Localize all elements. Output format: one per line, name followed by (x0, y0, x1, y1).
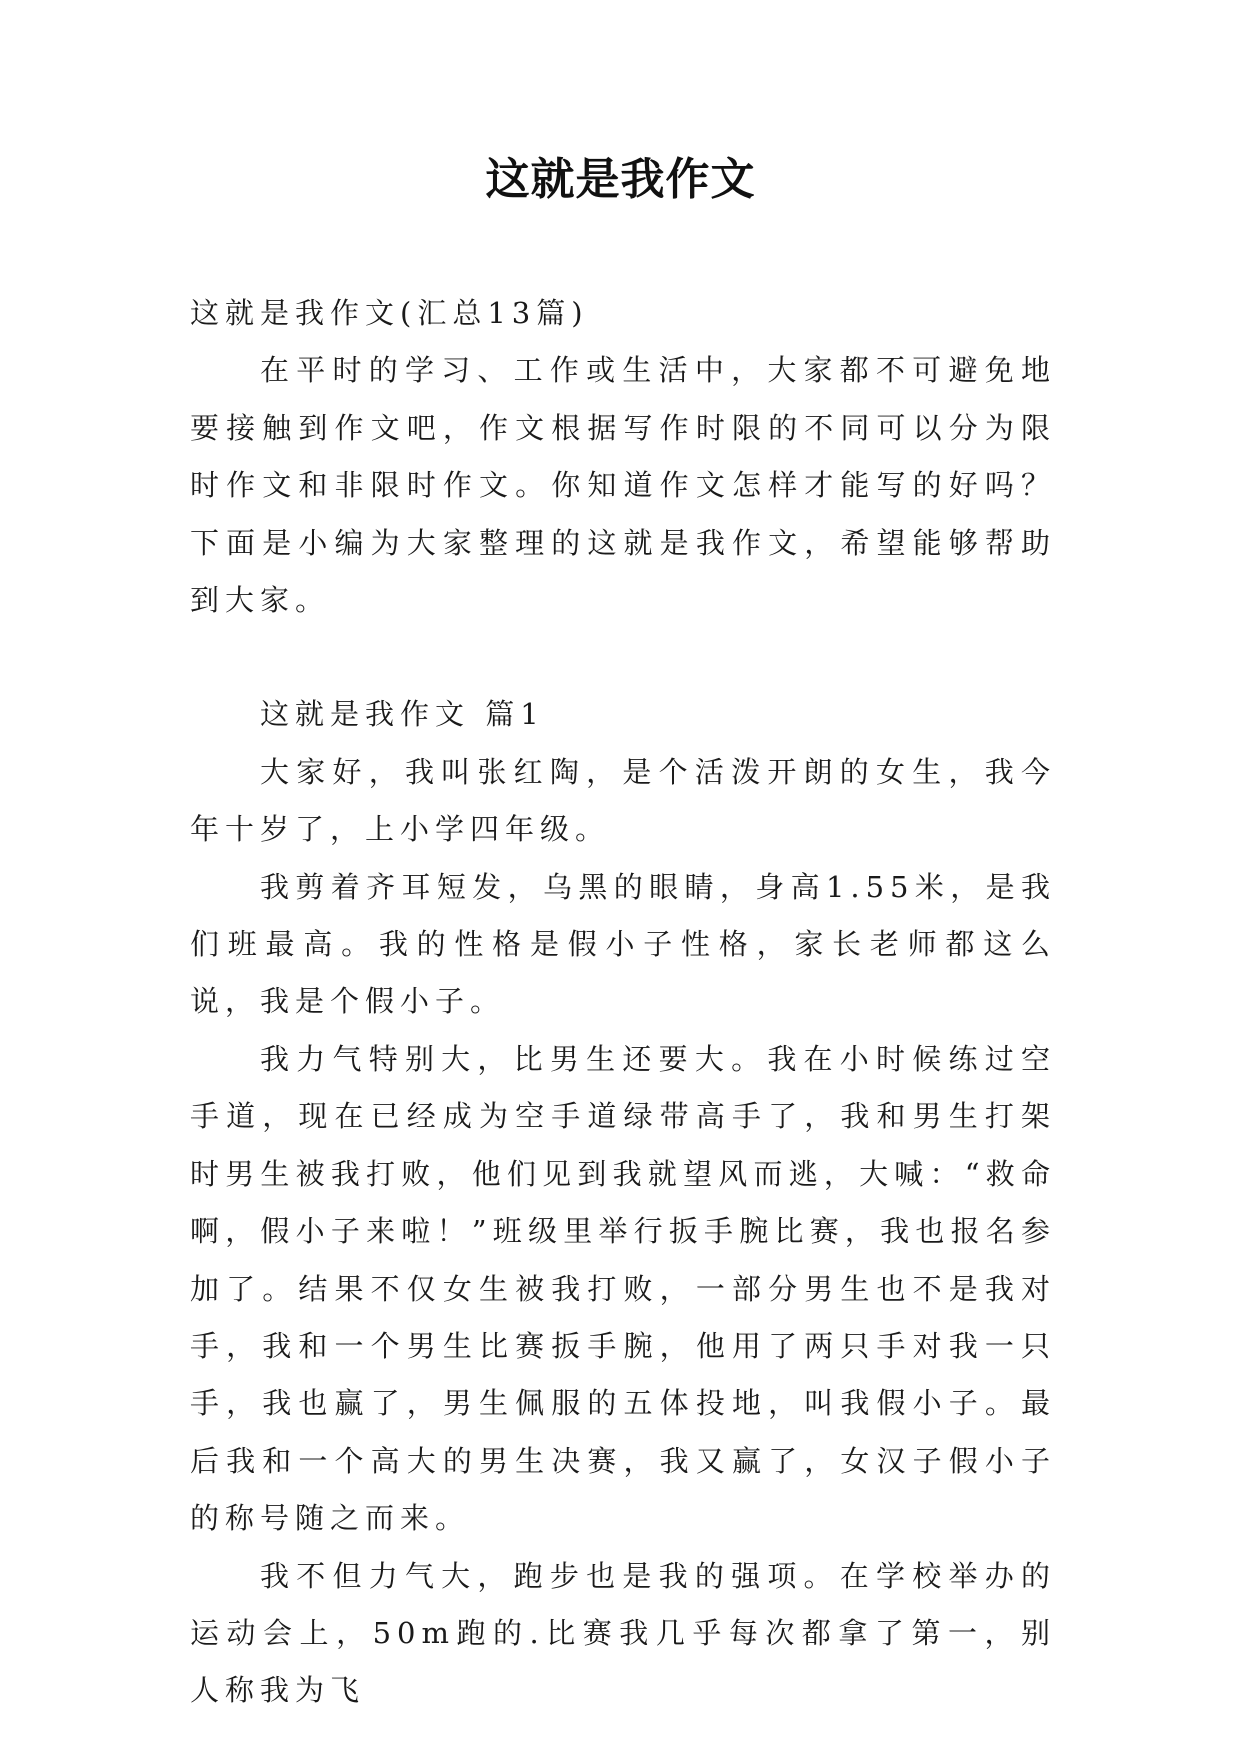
body-paragraph: 我力气特别大，比男生还要大。我在小时候练过空手道，现在已经成为空手道绿带高手了，我和男生打架时男生被我打败，他们见到我就望风而逃，大喊：“救命啊，假小子来啦！”班级里举行扳手腕比赛，我也报名参加了。结果不仅女生被我打败，一部分男生也不是我对手，我和一个男生比赛扳手腕，他用了两只手对我一只手，我也赢了，男生佩服的五体投地，叫我假小子。最后我和一个高大的男生决赛，我又赢了，女汉子假小子的称号随之而来。 (190, 1041, 1056, 1536)
body-paragraph: 我不但力气大，跑步也是我的强项。在学校举办的运动会上，50m跑的.比赛我几乎每次都拿了第一，别人称我为飞 (190, 1558, 1056, 1708)
document-body (190, 285, 1056, 1720)
document-title: 这就是我作文 (485, 154, 756, 205)
intro-paragraph: 在平时的学习、工作或生活中，大家都不可避免地要接触到作文吧，作文根据写作时限的不同可以分为限时作文和非限时作文。你知道作文怎样才能写的好吗？下面是小编为大家整理的这就是我作文，希望能够帮助到大家。 (190, 353, 1056, 618)
body-paragraph: 大家好，我叫张红陶，是个活泼开朗的女生，我今年十岁了，上小学四年级。 (190, 754, 1056, 847)
body-paragraph: 我剪着齐耳短发，乌黑的眼睛，身高1.55米，是我们班最高。我的性格是假小子性格，家长老师都这么说，我是个假小子。 (190, 869, 1056, 1019)
section-heading: 这就是我作文 篇1 (260, 697, 545, 732)
document-subtitle: 这就是我作文(汇总13篇) (190, 296, 589, 330)
